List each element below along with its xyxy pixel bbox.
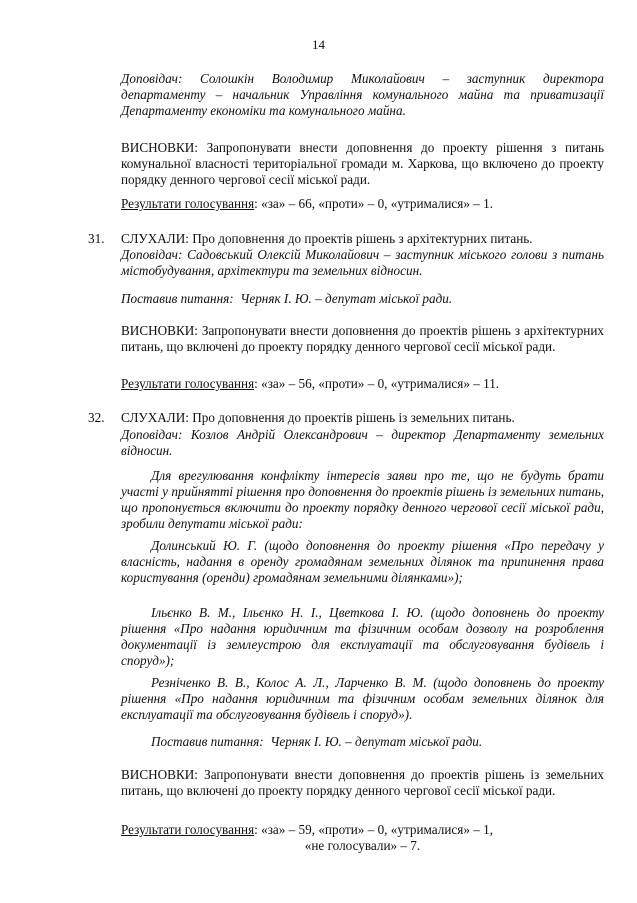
vote-result-31 (121, 376, 604, 392)
page-number: 14 (312, 37, 325, 52)
raised-text: Черняк І. Ю. – депутат міської ради. (240, 291, 453, 306)
heard-label: СЛУХАЛИ: (121, 231, 189, 246)
heard-32 (121, 410, 604, 426)
deputy-statement-2: Ільєнко В. М., Ільєнко Н. І., Цветкова І. Ю. (щодо доповнень до проекту рішення «Про надання юридичним та фізичним особам дозволу на розроблення документації із землеустрою для експлуатації та обслуговування будівель і споруд»); (121, 605, 604, 668)
heard-text: Про доповнення до проектів рішень із земельних питань. (192, 410, 515, 425)
item-number-31: 31. (88, 231, 105, 246)
heard-label: СЛУХАЛИ: (121, 410, 189, 425)
conflict-of-interest-intro: Для врегулювання конфлікту інтересів заяви про те, що не будуть брати участі у прийнятті рішення про доповнення до проектів рішень із земельних питань, що пропонується включити до проекту порядку денного чергової сесії міської ради, зробили депутати міської ради: (121, 468, 604, 531)
vote-text: : «за» – 66, «проти» – 0, «утрималися» – 1. (254, 196, 493, 211)
vote-result-1 (121, 196, 604, 212)
conclusions-32 (121, 767, 604, 799)
raised-question-32 (121, 734, 604, 750)
raised-question-31 (121, 291, 604, 307)
heard-text: Про доповнення до проектів рішень з архітектурних питань. (192, 231, 533, 246)
reporter-text: Солошкін Володимир Миколайович – заступник директора департаменту – начальник Управління комунального майна та приватизації Департаменту економіки та комунального майна. (121, 71, 604, 118)
item-number-32: 32. (88, 410, 105, 425)
vote-text: : «за» – 56, «проти» – 0, «утрималися» – 11. (254, 376, 500, 391)
conclusions-text: Запропонувати внести доповнення до проекту рішення з питань комунальної власності територіальної громади м. Харкова, що включено до проекту порядку денного чергової сесії міської ради. (121, 140, 605, 187)
deputy-statement-3: Резніченко В. В., Колос А. Л., Ларченко В. М. (щодо доповнень до проекту рішення «Про надання юридичним та фізичним особам земельних ділянок для експлуатації та обслуговування будівель і споруд»). (121, 675, 604, 722)
reporter-31 (121, 247, 604, 279)
heard-31 (121, 231, 604, 247)
conclusions-31 (121, 323, 604, 355)
reporter-label: Доповідач: (121, 427, 183, 442)
reporter-text: Козлов Андрій Олександрович – директор Департаменту земельних відносин. (121, 427, 604, 458)
deputy-statement-1: Долинський Ю. Г. (щодо доповнення до проекту рішення «Про передачу у власність, надання в оренду громадянам земельних ділянок та припинення права користування (оренди) громадянам земельними ділянками»); (121, 538, 604, 585)
vote-result-32-cont: «не голосували» – 7. (304, 838, 421, 853)
reporter-text: Садовський Олексій Миколайович – заступник міського голови з питань містобудування, архітектури та земельних відносин. (121, 247, 605, 278)
raised-label: Поставив питання: (151, 734, 264, 749)
conclusions-paragraph-1 (121, 140, 604, 188)
vote-text: : «за» – 59, «проти» – 0, «утрималися» – 1, (254, 822, 493, 837)
reporter-paragraph-1 (121, 71, 604, 119)
vote-label: Результати голосування (121, 822, 255, 837)
conclusions-text: Запропонувати внести доповнення до проектів рішень з архітектурних питань, що включені до проекту порядку денного чергової сесії міської ради. (121, 323, 604, 354)
conclusions-text: Запропонувати внести доповнення до проектів рішень із земельних питань, що включені до проекту порядку денного чергової сесії міської ради. (121, 767, 605, 798)
conclusions-label: ВИСНОВКИ: (121, 767, 198, 782)
raised-text: Черняк І. Ю. – депутат міської ради. (270, 734, 483, 749)
reporter-label: Доповідач: (121, 247, 183, 262)
raised-label: Поставив питання: (121, 291, 234, 306)
conclusions-label: ВИСНОВКИ: (121, 323, 198, 338)
conclusions-label: ВИСНОВКИ: (121, 140, 198, 155)
reporter-32 (121, 427, 604, 459)
vote-result-32 (121, 822, 604, 838)
reporter-label: Доповідач: (121, 71, 183, 86)
vote-label: Результати голосування (121, 376, 255, 391)
vote-label: Результати голосування (121, 196, 255, 211)
